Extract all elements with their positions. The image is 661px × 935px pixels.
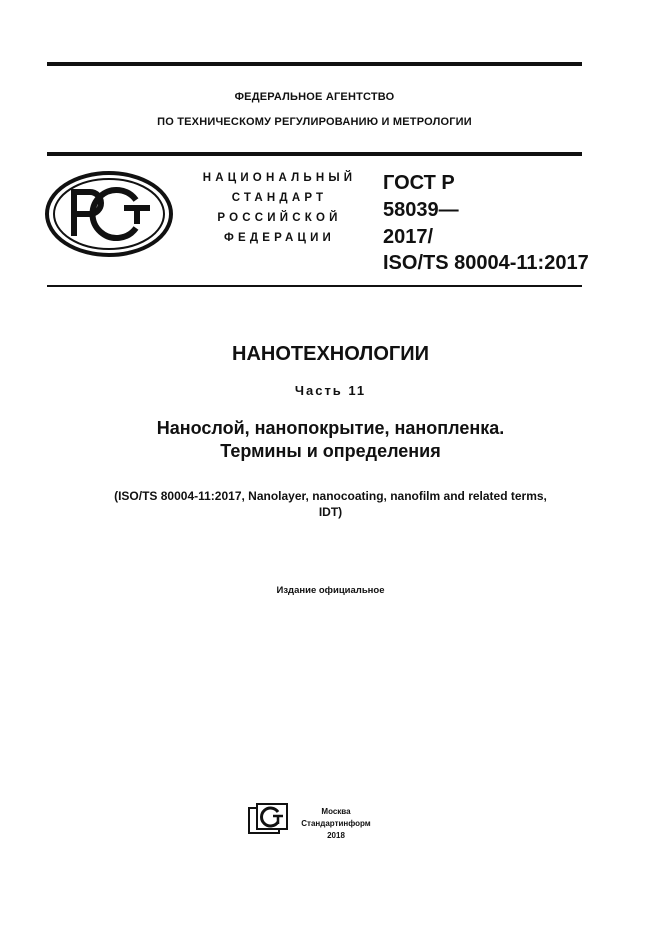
header-rule — [47, 152, 582, 156]
publisher-name: Стандартинформ — [301, 819, 371, 828]
agency-line-1: ФЕДЕРАЛЬНОЕ АГЕНТСТВО — [234, 91, 395, 103]
edition-label: Издание официальное — [276, 585, 385, 596]
source-line-2: IDT) — [318, 505, 343, 519]
subtitle-line-1: Нанослой, нанопокрытие, нанопленка. — [156, 418, 505, 438]
standard-type-line-1: НАЦИОНАЛЬНЫЙ — [202, 172, 357, 184]
designation-line-2: 58039— — [383, 199, 459, 221]
designation-line-3: 2017/ — [383, 226, 434, 248]
part-label: Часть 11 — [294, 383, 367, 398]
standard-type-line-4: ФЕДЕРАЦИИ — [223, 232, 336, 244]
document-title: НАНОТЕХНОЛОГИИ — [232, 343, 429, 365]
gost-r-logo — [44, 170, 174, 263]
standard-type-line-3: РОССИЙСКОЙ — [217, 212, 342, 224]
publisher-city: Москва — [321, 807, 351, 816]
standard-type-line-2: СТАНДАРТ — [231, 192, 328, 204]
source-line-1: (ISO/TS 80004-11:2017, Nanolayer, nanocoating, nanofilm and related terms, — [114, 489, 547, 503]
publisher-year: 2018 — [327, 831, 345, 840]
agency-line-2: ПО ТЕХНИЧЕСКОМУ РЕГУЛИРОВАНИЮ И МЕТРОЛОГИИ — [157, 116, 472, 128]
subtitle-line-2: Термины и определения — [220, 441, 441, 461]
designation-line-4: ISO/TS 80004-11:2017 — [383, 252, 589, 274]
standartinform-logo — [248, 803, 288, 840]
top-rule — [47, 62, 582, 66]
designation-line-1: ГОСТ Р — [383, 172, 455, 194]
designation-rule — [47, 285, 582, 287]
